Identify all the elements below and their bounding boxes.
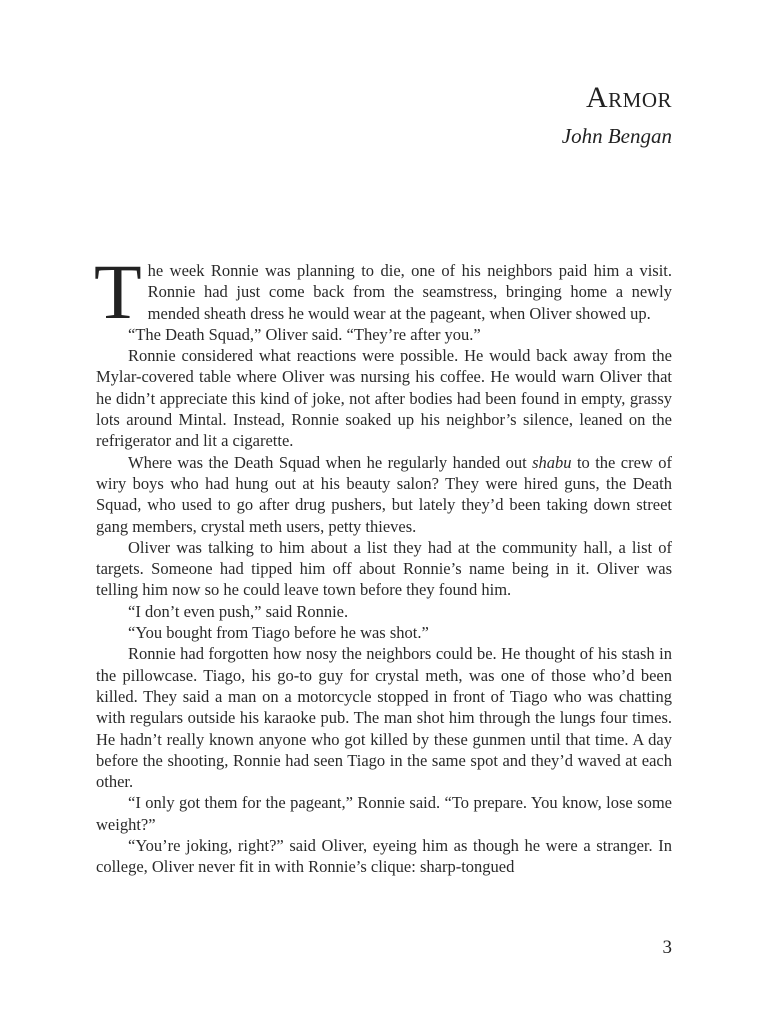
paragraph-8: Ronnie had forgotten how nosy the neighbors could be. He thought of his stash in the pillowcase. Tiago, his go-to guy for crystal meth, was one of those who’d been killed. They said a man on a motorcycle stopped in front of Tiago who was chatting with regulars outside his karaoke pub. The man shot him through the lungs four times. He hadn’t really known anyone who got killed by these gunmen until that time. A day before the shooting, Ronnie had seen Tiago in the same spot and they’d waved at each other. <box>96 644 672 792</box>
paragraph-text: Where was the Death Squad when he regularly handed out <box>128 452 533 472</box>
paragraph-7: “You bought from Tiago before he was shot.” <box>128 623 429 643</box>
drop-cap: T <box>94 248 142 335</box>
paragraph-text: he week Ronnie was planning to die, one of his neighbors paid him a visit. Ronnie had just come back from the seamstress, bringing home a newly mended sheath dress he would wear at the pageant, when Oliver showed up. <box>147 261 672 323</box>
italic-word: shabu <box>532 452 572 472</box>
paragraph-6: “I don’t even push,” said Ronnie. <box>128 601 349 621</box>
paragraph-4 <box>96 452 672 537</box>
paragraph-9: “I only got them for the pageant,” Ronnie said. “To prepare. You know, lose some weight?” <box>96 793 672 834</box>
story-title: Armor <box>585 81 672 114</box>
author-name: John Bengan <box>561 124 672 148</box>
paragraph-text: to the crew of wiry boys who had hung out at his beauty salon? They were hired guns, the Death Squad, who used to go after drug pushers, but lately they’d been taking down street gang members, crystal meth users, petty thieves. <box>96 452 672 536</box>
paragraph-10: “You’re joking, right?” said Oliver, eyeing him as though he were a stranger. In college, Oliver never fit in with Ronnie’s clique: sharp-tongued <box>96 836 672 877</box>
paragraph-3: Ronnie considered what reactions were possible. He would back away from the Mylar-covered table where Oliver was nursing his coffee. He would warn Oliver that he didn’t appreciate this kind of joke, not after bodies had been found in empty, grassy lots around Mintal. Instead, Ronnie soaked up his neighbor’s silence, leaned on the refrigerator and lit a cigarette. <box>96 346 672 451</box>
page-number: 3 <box>662 937 672 958</box>
paragraph-2: “The Death Squad,” Oliver said. “They’re after you.” <box>128 324 481 344</box>
paragraph-5: Oliver was talking to him about a list they had at the community hall, a list of targets. Someone had tipped him off about Ronnie’s name being in it. Oliver was telling him now so he could leave town before they found him. <box>96 537 672 600</box>
story-body <box>94 248 672 878</box>
